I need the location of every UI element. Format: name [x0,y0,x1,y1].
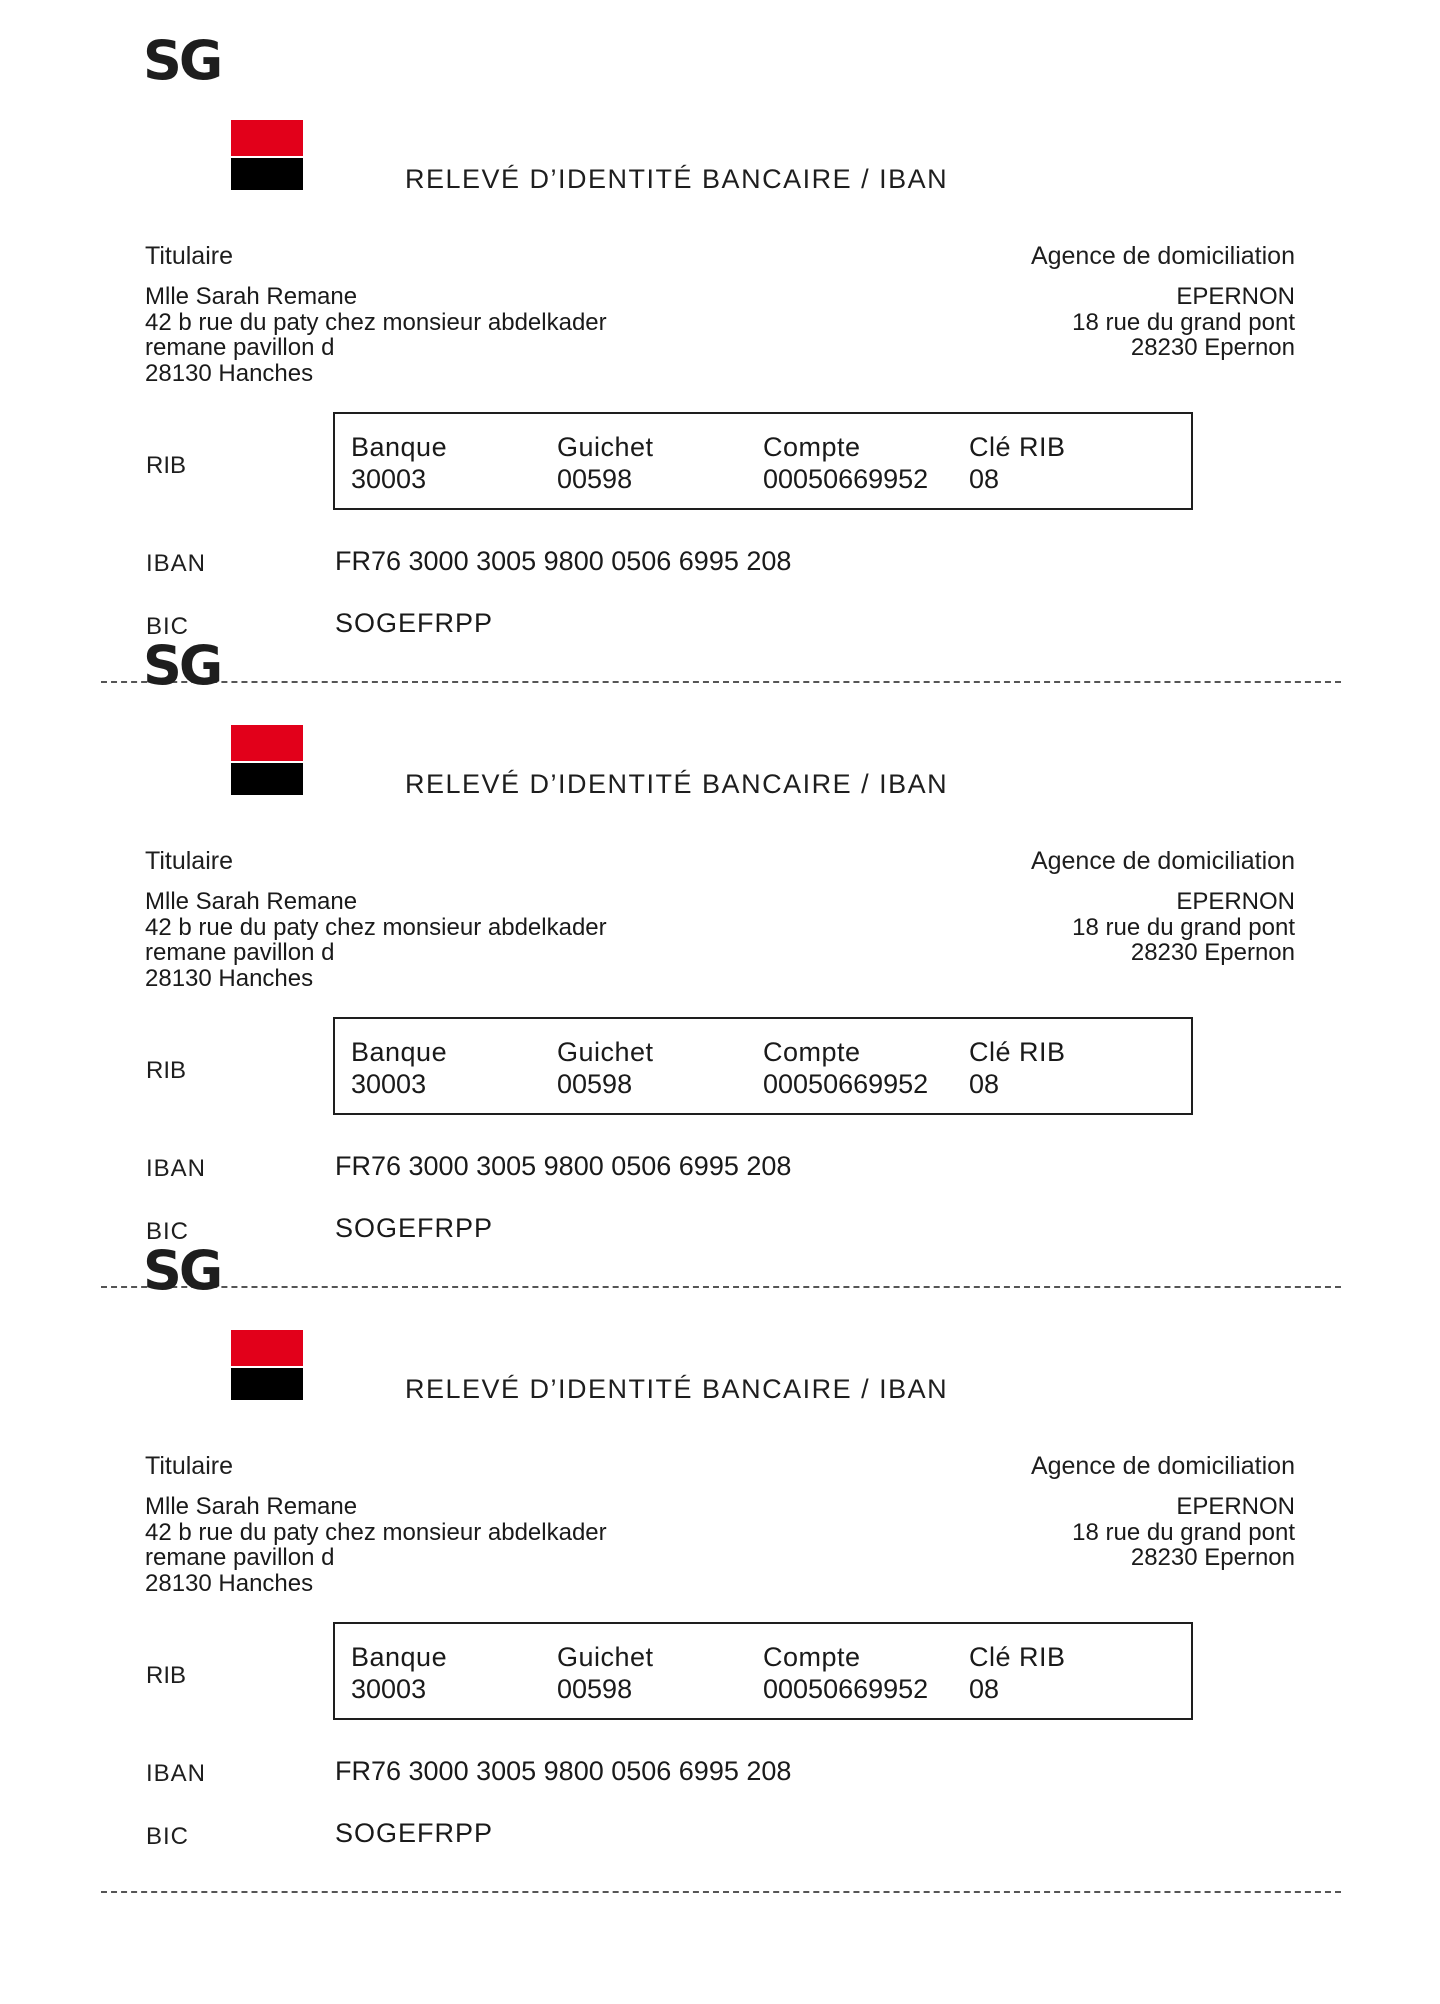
sg-logo-black-bar [231,763,303,795]
agency-address [1072,889,1295,966]
bic-value: SOGEFRPP [335,608,494,638]
rib-label: RIB [146,1057,187,1084]
iban-value: FR76 3000 3005 9800 0506 6995 208 [335,1756,792,1786]
holder-address-line: remane pavillon d [145,939,335,966]
rib-block [0,605,1440,1245]
rib-block [0,1210,1440,1850]
agency-street: 18 rue du grand pont [1072,308,1295,336]
holder-address-line: 42 b rue du paty chez monsieur abdelkader [145,1518,607,1546]
rib-column-value: 30003 [351,1069,427,1099]
agency-postcode-city: 28230 Epernon [1130,939,1295,966]
bic-label: BIC [146,1218,190,1245]
holder-address-line: 42 b rue du paty chez monsieur abdelkader [145,913,607,941]
rib-label: RIB [146,452,187,479]
holder-address [145,284,607,386]
rib-column-value: 30003 [351,464,427,494]
rib-branch-code [557,430,654,494]
rib-column-value: 00598 [557,464,633,494]
holder-label: Titulaire [145,1452,233,1480]
agency-address [1072,284,1295,361]
rib-column-header: Banque [351,1642,448,1672]
bic-label: BIC [146,1823,190,1850]
rib-column-value: 30003 [351,1674,427,1704]
agency-street: 18 rue du grand pont [1072,913,1295,941]
holder-name: Mlle Sarah Remane [145,888,358,915]
agency-address [1072,1494,1295,1571]
agency-postcode-city: 28230 Epernon [1130,334,1295,361]
sg-logo-red-bar [231,725,303,761]
rib-bank-code [351,430,447,494]
rib-column-header: Compte [763,432,861,462]
holder-address-line: 42 b rue du paty chez monsieur abdelkader [145,308,607,336]
rib-column-header: Guichet [557,1642,654,1672]
rib-column-header: Clé RIB [969,1642,1066,1672]
rib-column-header: Compte [763,1037,861,1067]
rib-account-number [763,1640,928,1704]
rib-column-header: Compte [763,1642,861,1672]
holder-label: Titulaire [145,242,233,270]
rib-branch-code [557,1640,654,1704]
holder-address-line: remane pavillon d [145,334,335,361]
sg-logo-red-bar [231,120,303,156]
rib-column-value: 00598 [557,1674,633,1704]
rib-branch-code [557,1035,654,1099]
holder-address [145,889,607,991]
rib-column-header: Banque [351,432,448,462]
agency-name: EPERNON [1176,888,1295,915]
iban-label: IBAN [146,1760,207,1787]
agency-postcode-city: 28230 Epernon [1130,1544,1295,1571]
holder-postcode-city: 28130 Hanches [145,1569,314,1597]
sg-logo-red-bar [231,1330,303,1366]
rib-box [333,1017,1193,1115]
rib-column-value: 08 [969,1069,1000,1099]
rib-column-value: 00598 [557,1069,633,1099]
holder-label: Titulaire [145,847,233,875]
holder-address-line: remane pavillon d [145,1544,335,1571]
rib-key [969,1035,1066,1099]
rib-bank-code [351,1035,447,1099]
sg-logo-text: SG [143,1239,221,1302]
document-title: RELEVÉ D’IDENTITÉ BANCAIRE / IBAN [405,769,949,799]
rib-box [333,1622,1193,1720]
document-title: RELEVÉ D’IDENTITÉ BANCAIRE / IBAN [405,164,949,194]
rib-column-value: 00050669952 [763,1069,929,1099]
rib-column-value: 08 [969,1674,1000,1704]
rib-column-header: Clé RIB [969,1037,1066,1067]
iban-label: IBAN [146,550,207,577]
agency-label: Agence de domiciliation [1030,242,1295,270]
rib-column-value: 08 [969,464,1000,494]
rib-account-number [763,1035,928,1099]
agency-label: Agence de domiciliation [1030,847,1295,875]
cut-line [101,1891,1341,1893]
rib-key [969,430,1066,494]
sg-logo-text: SG [143,634,221,697]
rib-column-header: Clé RIB [969,432,1066,462]
agency-name: EPERNON [1176,1493,1295,1520]
rib-key [969,1640,1066,1704]
rib-column-header: Banque [351,1037,448,1067]
rib-column-header: Guichet [557,1037,654,1067]
bic-label: BIC [146,613,190,640]
agency-name: EPERNON [1176,283,1295,310]
holder-address [145,1494,607,1596]
rib-column-value: 00050669952 [763,1674,929,1704]
rib-box [333,412,1193,510]
rib-column-header: Guichet [557,432,654,462]
bic-value: SOGEFRPP [335,1213,494,1243]
agency-street: 18 rue du grand pont [1072,1518,1295,1546]
sg-logo-black-bar [231,158,303,190]
rib-block [0,0,1440,640]
rib-bank-code [351,1640,447,1704]
rib-label: RIB [146,1662,187,1689]
sg-logo-black-bar [231,1368,303,1400]
holder-name: Mlle Sarah Remane [145,283,358,310]
holder-name: Mlle Sarah Remane [145,1493,358,1520]
document-title: RELEVÉ D’IDENTITÉ BANCAIRE / IBAN [405,1374,949,1404]
agency-label: Agence de domiciliation [1030,1452,1295,1480]
iban-value: FR76 3000 3005 9800 0506 6995 208 [335,546,792,576]
holder-postcode-city: 28130 Hanches [145,359,314,387]
rib-account-number [763,430,928,494]
sg-logo-text: SG [143,29,221,92]
bic-value: SOGEFRPP [335,1818,494,1848]
holder-postcode-city: 28130 Hanches [145,964,314,992]
iban-value: FR76 3000 3005 9800 0506 6995 208 [335,1151,792,1181]
rib-column-value: 00050669952 [763,464,929,494]
iban-label: IBAN [146,1155,207,1182]
